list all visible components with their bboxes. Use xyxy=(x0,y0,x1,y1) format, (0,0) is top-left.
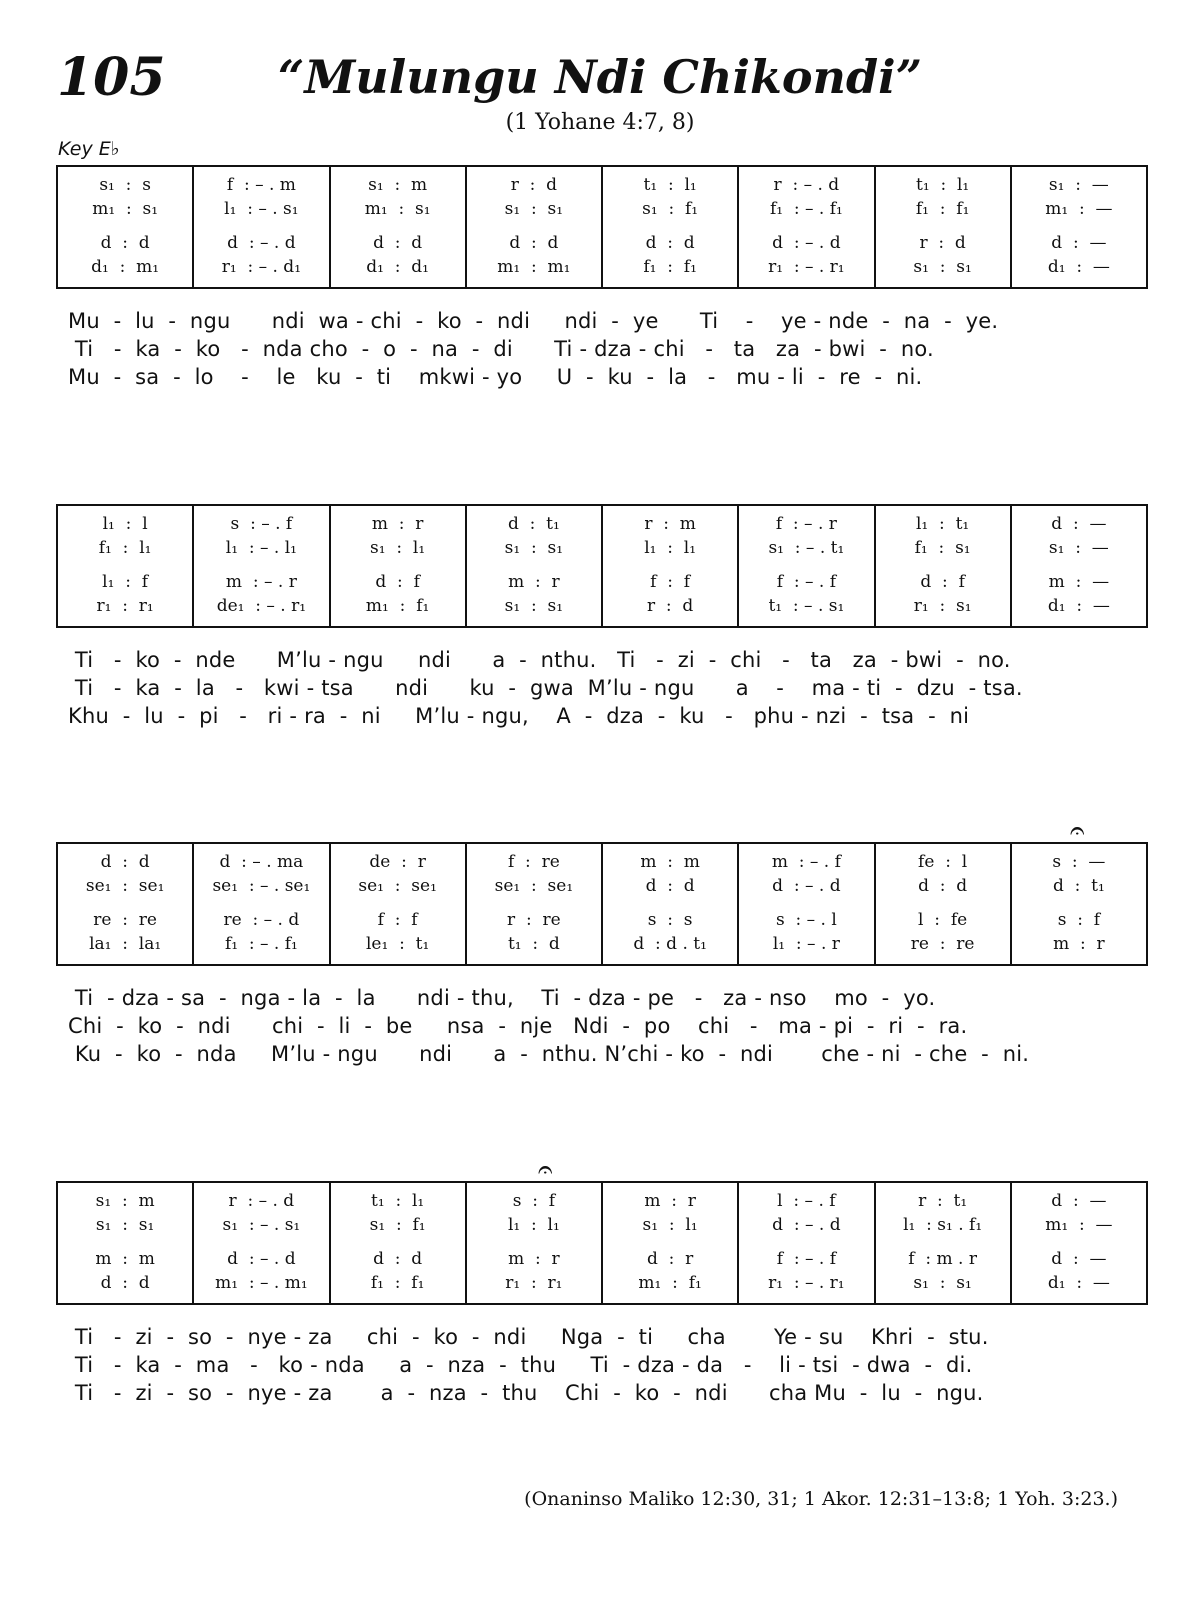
solfa-part: re : re xyxy=(93,910,157,930)
solfa-part: s₁ : – . t₁ xyxy=(768,538,845,558)
measure xyxy=(874,506,1010,626)
lyric-line: Ti - dza - sa - nga - la - la ndi - thu, Ti - dza - pe - za - nso mo - yo. xyxy=(68,986,936,1010)
measure xyxy=(737,844,873,964)
measure xyxy=(192,506,328,626)
measure xyxy=(874,844,1010,964)
solfa-part: t₁ : – . s₁ xyxy=(768,596,845,616)
solfa-part: l₁ : s₁ . f₁ xyxy=(903,1215,983,1235)
solfa-part: se₁ : se₁ xyxy=(494,876,574,896)
music-system-2 xyxy=(56,504,1148,730)
measure xyxy=(465,167,601,287)
lyric-line: Mu - lu - ngu ndi wa - chi - ko - ndi ndi - ye Ti - ye - nde - na - ye. xyxy=(68,309,999,333)
measure xyxy=(1010,506,1146,626)
music-system-1 xyxy=(56,165,1148,391)
solfa-part: t₁ : l₁ xyxy=(643,175,697,195)
solfa-part: le₁ : t₁ xyxy=(365,934,430,954)
solfa-part: f : m . r xyxy=(908,1249,977,1269)
music-system-3 xyxy=(56,842,1148,1068)
solfa-part: s : — xyxy=(1052,852,1106,872)
lyric-line: Ti - ka - ko - nda cho - o - na - di Ti - dza - chi - ta za - bwi - no. xyxy=(68,337,934,361)
solfa-part: d : — xyxy=(1051,1191,1107,1211)
solfa-part: d : r xyxy=(646,1249,694,1269)
solfa-part: s₁ : — xyxy=(1048,175,1109,195)
solfa-part: m : r xyxy=(508,572,560,592)
footnote-references: (Onaninso Maliko 12:30, 31; 1 Akor. 12:31–13:8; 1 Yoh. 3:23.) xyxy=(524,1488,1118,1510)
solfa-part: m : r xyxy=(508,1249,560,1269)
solfa-part: r : – . d xyxy=(773,175,840,195)
solfa-part: l₁ : l₁ xyxy=(644,538,697,558)
solfa-part: f₁ : f₁ xyxy=(370,1273,425,1293)
measure xyxy=(58,506,192,626)
solfa-part: f : re xyxy=(507,852,560,872)
solfa-part: r₁ : – . d₁ xyxy=(221,257,302,277)
solfa-part: d : – . ma xyxy=(219,852,304,872)
hymn-number: 105 xyxy=(57,47,166,108)
solfa-part: m : m xyxy=(95,1249,155,1269)
solfa-part: m₁ : — xyxy=(1045,199,1113,219)
solfa-part: r₁ : r₁ xyxy=(505,1273,563,1293)
solfa-part: l₁ : – . s₁ xyxy=(224,199,299,219)
solfa-part: r : m xyxy=(644,514,696,534)
solfa-part: se₁ : – . se₁ xyxy=(212,876,311,896)
lyric-line: Ti - ka - la - kwi - tsa ndi ku - gwa M’lu - ngu a - ma - ti - dzu - tsa. xyxy=(68,676,1023,700)
solfa-part: d : — xyxy=(1051,1249,1107,1269)
staff xyxy=(56,165,1148,289)
solfa-part: d : – . d xyxy=(772,1215,841,1235)
staff xyxy=(56,1181,1148,1305)
solfa-part: r : re xyxy=(507,910,561,930)
solfa-part: s₁ : s₁ xyxy=(504,199,564,219)
solfa-part: d : d . t₁ xyxy=(633,934,707,954)
solfa-part: r : d xyxy=(919,233,966,253)
measure xyxy=(465,506,601,626)
solfa-part: f₁ : f₁ xyxy=(915,199,970,219)
lyric-line: Ku - ko - nda M’lu - ngu ndi a - nthu. N’chi - ko - ndi che - ni - che - ni. xyxy=(68,1042,1030,1066)
measure xyxy=(1010,167,1146,287)
solfa-part: l₁ : – . l₁ xyxy=(225,538,297,558)
solfa-part: de₁ : – . r₁ xyxy=(216,596,307,616)
solfa-part: m₁ : f₁ xyxy=(638,1273,702,1293)
measure xyxy=(465,844,601,964)
staff xyxy=(56,842,1148,966)
solfa-part: r₁ : – . r₁ xyxy=(768,257,845,277)
solfa-part: f : f xyxy=(377,910,418,930)
solfa-part: d : d xyxy=(645,876,695,896)
solfa-part: f₁ : s₁ xyxy=(914,538,971,558)
solfa-part: d : – . d xyxy=(772,233,841,253)
solfa-part: l₁ : f xyxy=(102,572,149,592)
solfa-part: d₁ : m₁ xyxy=(91,257,160,277)
solfa-part: d₁ : — xyxy=(1047,1273,1110,1293)
solfa-part: s : – . l xyxy=(775,910,837,930)
solfa-part: s₁ : s xyxy=(99,175,151,195)
solfa-part: m : – . f xyxy=(771,852,841,872)
lyrics-block xyxy=(56,984,1148,1068)
solfa-part: m : r xyxy=(371,514,424,534)
solfa-part: d : d xyxy=(100,233,150,253)
solfa-part: d : d xyxy=(918,876,968,896)
solfa-part: t₁ : l₁ xyxy=(916,175,970,195)
solfa-part: la₁ : la₁ xyxy=(89,934,162,954)
lyrics-block xyxy=(56,646,1148,730)
solfa-part: d : d xyxy=(509,233,559,253)
measure xyxy=(874,1183,1010,1303)
solfa-part: f₁ : – . f₁ xyxy=(769,199,843,219)
solfa-part: d : – . d xyxy=(227,233,296,253)
measure xyxy=(329,167,465,287)
solfa-part: d₁ : — xyxy=(1047,596,1110,616)
solfa-part: r : d xyxy=(646,596,694,616)
lyrics-block xyxy=(56,307,1148,391)
solfa-part: m₁ : s₁ xyxy=(364,199,431,219)
measure xyxy=(601,844,737,964)
solfa-part: d : – . d xyxy=(772,876,841,896)
solfa-part: f₁ : f₁ xyxy=(643,257,697,277)
measure xyxy=(601,506,737,626)
solfa-part: f : – . f xyxy=(776,1249,836,1269)
lyric-line: Ti - ko - nde M’lu - ngu ndi a - nthu. Ti - zi - chi - ta za - bwi - no. xyxy=(68,648,1011,672)
measure xyxy=(737,167,873,287)
fermata-icon: 𝄐 xyxy=(1070,816,1085,846)
measure xyxy=(1010,1183,1146,1303)
solfa-part: d : f xyxy=(920,572,965,592)
solfa-part: s₁ : m xyxy=(368,175,428,195)
solfa-part: l₁ : t₁ xyxy=(916,514,970,534)
solfa-part: d : f xyxy=(375,572,420,592)
lyric-line: Ti - zi - so - nye - za chi - ko - ndi Nga - ti cha Ye - su Khri - stu. xyxy=(68,1325,989,1349)
solfa-part: r₁ : r₁ xyxy=(96,596,154,616)
solfa-part: s₁ : — xyxy=(1048,538,1109,558)
solfa-part: t₁ : d xyxy=(507,934,560,954)
solfa-part: r : d xyxy=(510,175,558,195)
measure xyxy=(329,506,465,626)
measure xyxy=(192,1183,328,1303)
scripture-reference: (1 Yohane 4:7, 8) xyxy=(505,110,695,135)
measure xyxy=(874,167,1010,287)
lyric-line: Ti - ka - ma - ko - nda a - nza - thu Ti - dza - da - li - tsi - dwa - di. xyxy=(68,1353,973,1377)
solfa-part: d : d xyxy=(645,233,695,253)
solfa-part: t₁ : l₁ xyxy=(371,1191,425,1211)
measure xyxy=(329,844,465,964)
solfa-part: s : – . f xyxy=(230,514,293,534)
solfa-part: d : t₁ xyxy=(1052,876,1105,896)
solfa-part: d : d xyxy=(373,233,423,253)
measure xyxy=(58,1183,192,1303)
solfa-part: m₁ : — xyxy=(1045,1215,1113,1235)
solfa-part: m : r xyxy=(644,1191,696,1211)
solfa-part: d : d xyxy=(100,1273,150,1293)
solfa-part: l : – . f xyxy=(777,1191,836,1211)
music-system-4 xyxy=(56,1181,1148,1407)
solfa-part: r₁ : s₁ xyxy=(913,596,972,616)
solfa-part: d : t₁ xyxy=(507,514,560,534)
solfa-part: d₁ : d₁ xyxy=(366,257,429,277)
solfa-part: s₁ : s₁ xyxy=(504,538,564,558)
solfa-part: f : – . r xyxy=(775,514,837,534)
solfa-part: s₁ : – . s₁ xyxy=(222,1215,301,1235)
solfa-part: d : — xyxy=(1051,514,1107,534)
lyric-line: Ti - zi - so - nye - za a - nza - thu Chi - ko - ndi cha Mu - lu - ngu. xyxy=(68,1381,984,1405)
solfa-part: s₁ : l₁ xyxy=(642,1215,698,1235)
measure xyxy=(465,1183,601,1303)
solfa-part: m₁ : s₁ xyxy=(92,199,159,219)
measure xyxy=(329,1183,465,1303)
solfa-part: r : – . d xyxy=(228,1191,295,1211)
solfa-part: s : f xyxy=(1057,910,1101,930)
measure xyxy=(58,844,192,964)
solfa-part: m₁ : – . m₁ xyxy=(215,1273,308,1293)
lyric-line: Chi - ko - ndi chi - li - be nsa - nje Ndi - po chi - ma - pi - ri - ra. xyxy=(68,1014,968,1038)
solfa-part: f₁ : – . f₁ xyxy=(224,934,298,954)
measure xyxy=(192,844,328,964)
hymn-title: “Mulungu Ndi Chikondi” xyxy=(277,50,923,104)
solfa-part: m₁ : m₁ xyxy=(497,257,571,277)
solfa-part: l : fe xyxy=(918,910,968,930)
lyrics-block xyxy=(56,1323,1148,1407)
solfa-part: f : – . m xyxy=(226,175,296,195)
solfa-part: d₁ : — xyxy=(1047,257,1110,277)
measure xyxy=(601,167,737,287)
solfa-part: s₁ : f₁ xyxy=(369,1215,426,1235)
solfa-part: m : r xyxy=(1053,934,1105,954)
solfa-part: d : d xyxy=(100,852,150,872)
staff xyxy=(56,504,1148,628)
solfa-part: m : — xyxy=(1048,572,1110,592)
solfa-part: d : d xyxy=(373,1249,423,1269)
solfa-part: d : – . d xyxy=(227,1249,296,1269)
measure xyxy=(737,1183,873,1303)
key-signature: Key E♭ xyxy=(58,138,120,160)
lyric-line: Khu - lu - pi - ri - ra - ni M’lu - ngu, A - dza - ku - phu - nzi - tsa - ni xyxy=(68,704,970,728)
solfa-part: s₁ : s₁ xyxy=(913,1273,972,1293)
solfa-part: se₁ : se₁ xyxy=(358,876,437,896)
solfa-part: s₁ : m xyxy=(95,1191,155,1211)
solfa-part: f₁ : l₁ xyxy=(98,538,152,558)
solfa-part: re : re xyxy=(910,934,975,954)
solfa-part: f : – . f xyxy=(776,572,836,592)
solfa-part: de : r xyxy=(369,852,426,872)
solfa-part: s₁ : s₁ xyxy=(913,257,972,277)
solfa-part: m : – . r xyxy=(225,572,297,592)
solfa-part: s₁ : s₁ xyxy=(95,1215,155,1235)
solfa-part: d : — xyxy=(1051,233,1107,253)
measure xyxy=(192,167,328,287)
solfa-part: s₁ : f₁ xyxy=(642,199,699,219)
solfa-part: l₁ : – . r xyxy=(772,934,840,954)
solfa-part: re : – . d xyxy=(223,910,300,930)
measure xyxy=(737,506,873,626)
solfa-part: r₁ : – . r₁ xyxy=(768,1273,845,1293)
solfa-part: s : s xyxy=(647,910,693,930)
solfa-part: s₁ : s₁ xyxy=(504,596,564,616)
solfa-part: se₁ : se₁ xyxy=(85,876,165,896)
measure xyxy=(1010,844,1146,964)
solfa-part: m : m xyxy=(640,852,700,872)
solfa-part: s : f xyxy=(512,1191,556,1211)
solfa-part: l₁ : l₁ xyxy=(507,1215,560,1235)
solfa-part: l₁ : l xyxy=(102,514,148,534)
fermata-icon: 𝄐 xyxy=(538,1155,553,1185)
solfa-part: s₁ : l₁ xyxy=(370,538,426,558)
measure xyxy=(58,167,192,287)
solfa-part: r : t₁ xyxy=(918,1191,968,1211)
measure xyxy=(601,1183,737,1303)
solfa-part: m₁ : f₁ xyxy=(365,596,430,616)
solfa-part: fe : l xyxy=(918,852,968,872)
lyric-line: Mu - sa - lo - le ku - ti mkwi - yo U - ku - la - mu - li - re - ni. xyxy=(68,365,923,389)
solfa-part: f : f xyxy=(650,572,691,592)
